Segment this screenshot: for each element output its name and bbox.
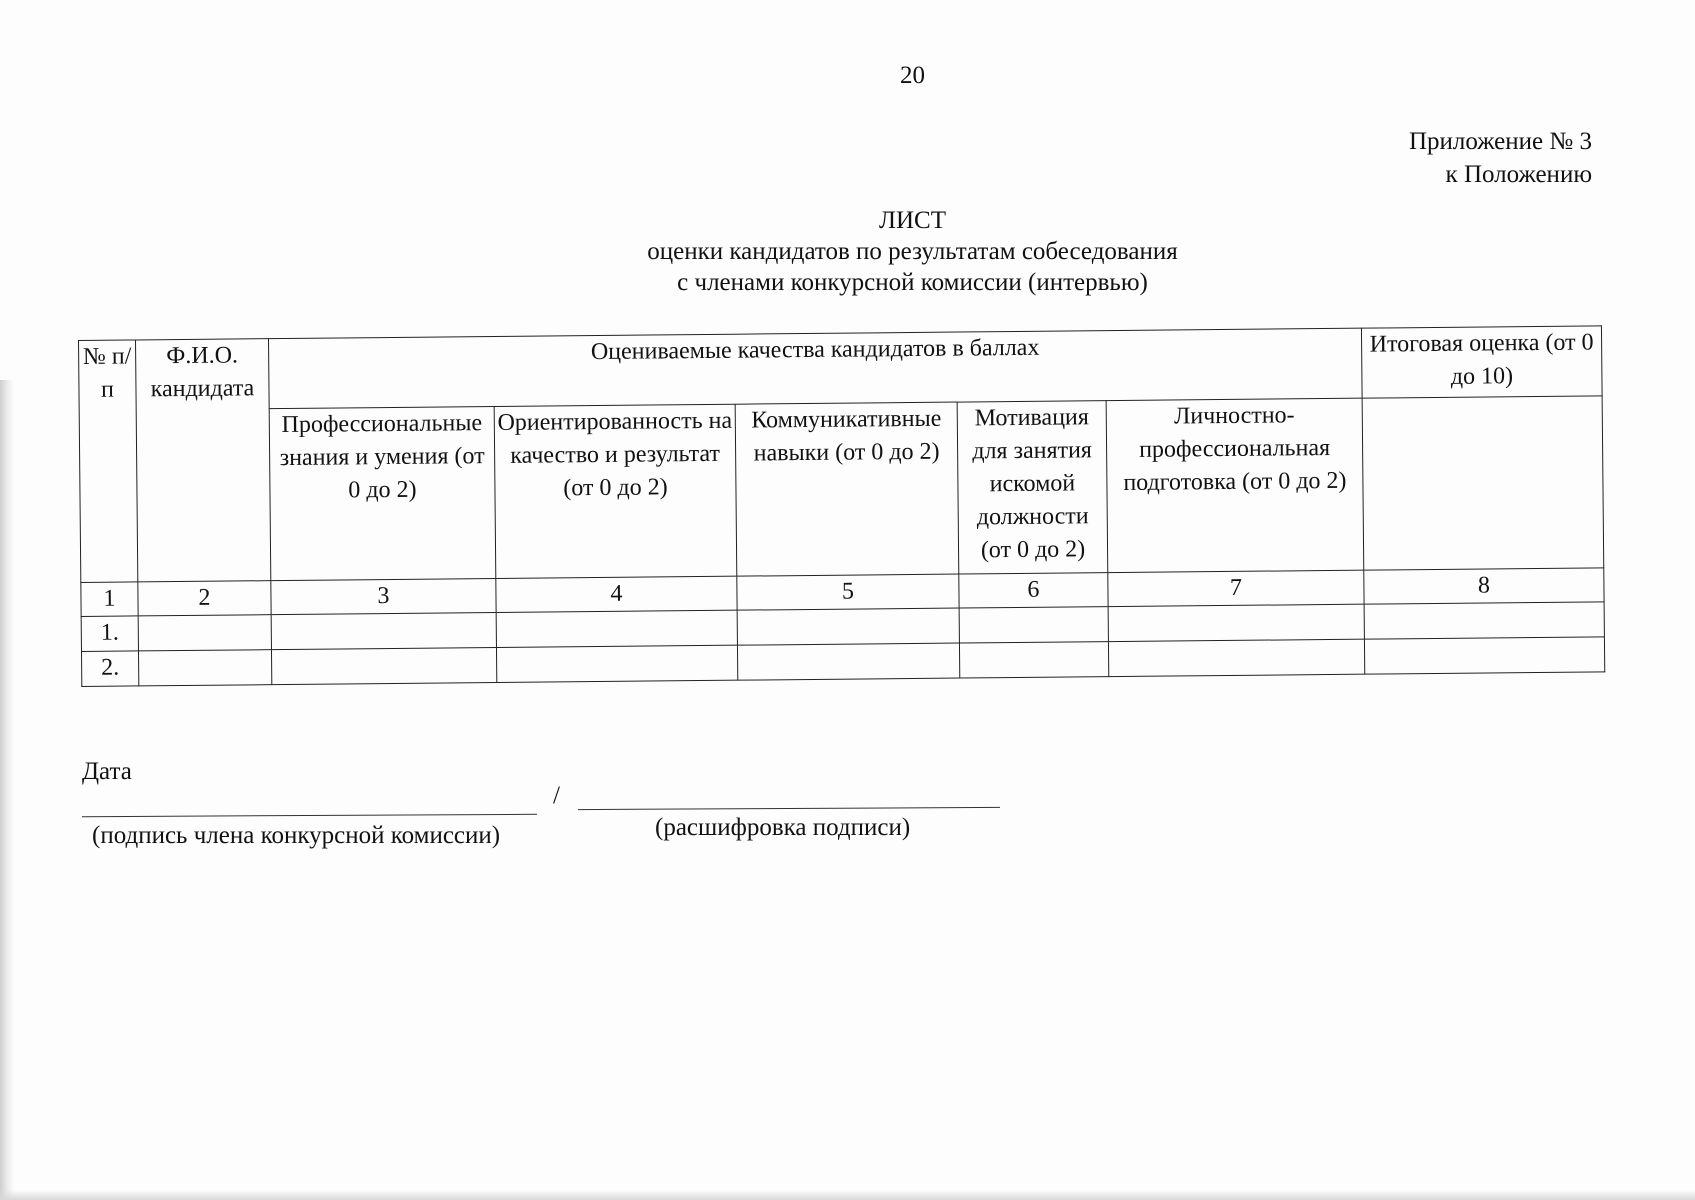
page-number: 20 [900, 62, 925, 89]
header-cell-number: № п/п [79, 340, 138, 583]
column-number: 3 [271, 579, 496, 615]
table-subheader-row [79, 396, 1604, 583]
row-number: 2. [81, 651, 138, 687]
header-cell-qualities: Оцениваемые качества кандидатов в баллах [268, 328, 1362, 408]
decoding-caption: (расшифровка подписи) [655, 814, 911, 841]
column-number: 2 [138, 581, 271, 616]
title-line-3: с членами конкурсной комиссии (интервью) [677, 269, 1148, 296]
evaluation-table [78, 325, 1605, 687]
table-cell [138, 615, 271, 651]
scan-edge-shadow [0, 380, 14, 1200]
table-cell [737, 643, 959, 680]
subheader-professional-knowledge: Профессиональные знания и умения (от 0 до 2) [269, 407, 496, 581]
column-number: 1 [81, 582, 138, 617]
table-cell [1108, 639, 1364, 676]
signature-caption: (подпись члена конкурсной комиссии) [92, 822, 501, 849]
appendix-line-2: к Положению [1445, 161, 1592, 188]
table-cell [138, 650, 271, 686]
subheader-communication-skills: Коммуникативные навыки (от 0 до 2) [735, 402, 959, 576]
appendix-line-1: Приложение № 3 [1408, 128, 1592, 155]
table-cell [959, 642, 1108, 678]
column-number: 6 [959, 573, 1108, 608]
column-number: 4 [496, 576, 737, 612]
signature-line [82, 814, 537, 817]
table-cell [959, 607, 1108, 643]
table-cell [271, 612, 496, 649]
signature-decoding-line [578, 807, 1000, 810]
table-cell [737, 608, 959, 645]
scan-edge-shadow-bottom [0, 1190, 1695, 1200]
column-number: 5 [737, 574, 959, 610]
header-cell-total-score: Итоговая оценка (от 0 до 10) [1361, 326, 1602, 398]
table-cell [1364, 637, 1604, 674]
table-cell [1364, 602, 1604, 639]
appendix-reference [1409, 125, 1592, 191]
column-number: 7 [1108, 570, 1364, 606]
subheader-quality-orientation: Ориентированность на качество и результат (от 0 до 2) [494, 404, 737, 578]
subheader-total-empty [1362, 396, 1604, 570]
header-cell-candidate-name: Ф.И.О. кандидата [136, 339, 271, 582]
column-number: 8 [1364, 568, 1604, 604]
title-line-2: оценки кандидатов по результатам собеседования [647, 238, 1178, 265]
evaluation-table-wrapper [78, 325, 1604, 687]
subheader-personal-professional-training: Личностно-профессиональная подготовка (от 0 до 2) [1106, 398, 1364, 572]
table-cell [1108, 604, 1364, 641]
title-line-1: ЛИСТ [879, 207, 946, 234]
date-label: Дата [82, 758, 132, 785]
table-cell [496, 645, 737, 682]
table-cell [271, 647, 496, 684]
row-number: 1. [81, 616, 138, 652]
subheader-motivation: Мотивация для занятия искомой должности (от 0 до 2) [957, 401, 1108, 574]
document-title [0, 205, 1695, 298]
table-cell [496, 610, 737, 647]
signature-separator: / [553, 782, 560, 809]
